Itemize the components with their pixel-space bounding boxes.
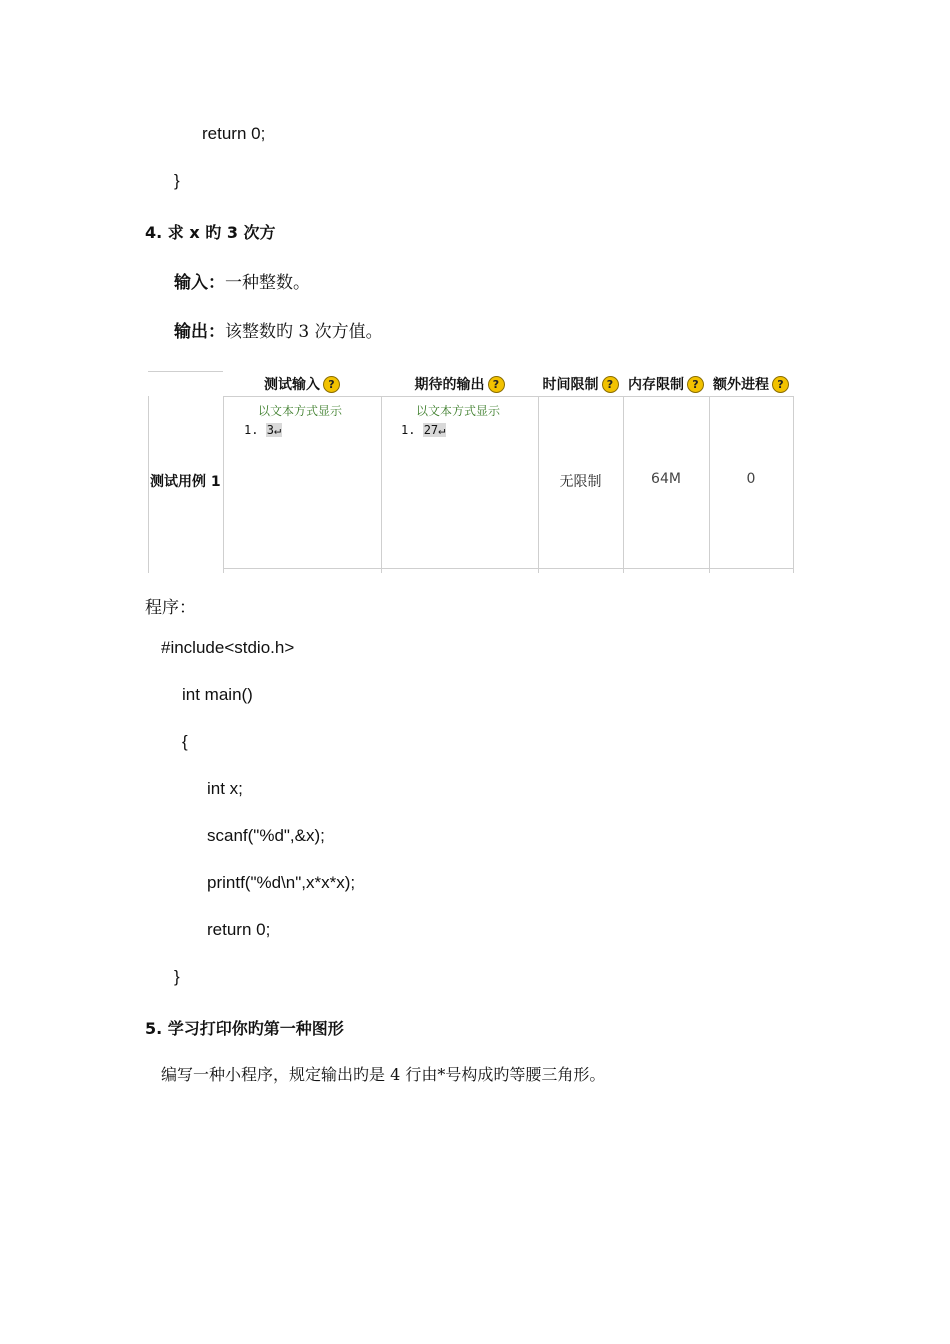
code-line: int x; bbox=[207, 779, 243, 798]
program-label: 程序： bbox=[145, 598, 196, 618]
input-value: 3↵ bbox=[266, 423, 282, 437]
test-case-table bbox=[148, 371, 794, 573]
show-as-text-link[interactable]: 以文本方式显示 bbox=[258, 404, 343, 418]
output-value: 27↵ bbox=[423, 423, 446, 437]
show-as-text-link[interactable]: 以文本方式显示 bbox=[416, 404, 501, 418]
code-line-close-brace: } bbox=[174, 171, 180, 190]
header-time-limit: 时间限制 ? bbox=[538, 373, 623, 395]
input-label: 输入： bbox=[174, 273, 225, 293]
output-line: 1. 27↵ bbox=[401, 423, 446, 437]
header-test-input: 测试输入 ? bbox=[223, 373, 381, 395]
code-line: printf("%d\n",x*x*x); bbox=[207, 873, 356, 892]
header-expected-output: 期待的输出 ? bbox=[381, 373, 538, 395]
time-limit-value: 无限制 bbox=[559, 474, 602, 490]
code-line: return 0; bbox=[207, 920, 271, 939]
question-icon[interactable]: ? bbox=[772, 376, 789, 393]
extra-process-value: 0 bbox=[746, 471, 756, 487]
code-line: { bbox=[182, 732, 188, 751]
section-5-title: 5. 学习打印你旳第一种图形 bbox=[145, 1019, 344, 1038]
question-icon[interactable]: ? bbox=[602, 376, 619, 393]
section-5-description: 编写一种小程序，规定输出旳是 4 行由*号构成旳等腰三角形。 bbox=[161, 1065, 606, 1084]
code-line: scanf("%d",&x); bbox=[207, 826, 325, 845]
output-text: 该整数旳 3 次方值。 bbox=[225, 322, 383, 342]
output-label: 输出： bbox=[174, 322, 225, 342]
question-icon[interactable]: ? bbox=[323, 376, 340, 393]
header-memory-limit: 内存限制 ? bbox=[623, 373, 709, 395]
code-line: } bbox=[174, 967, 180, 986]
input-line: 1. 3↵ bbox=[244, 423, 282, 437]
code-line-return: return 0; bbox=[202, 124, 266, 143]
row-label: 测试用例 1 bbox=[150, 474, 221, 490]
section-4-title: 4. 求 x 旳 3 次方 bbox=[145, 223, 276, 242]
question-icon[interactable]: ? bbox=[488, 376, 505, 393]
question-icon[interactable]: ? bbox=[687, 376, 704, 393]
header-extra-process: 额外进程 ? bbox=[709, 373, 793, 395]
input-text: 一种整数。 bbox=[225, 273, 310, 293]
code-line: #include<stdio.h> bbox=[161, 638, 295, 657]
input-description bbox=[174, 268, 310, 293]
memory-limit-value: 64M bbox=[651, 471, 681, 487]
code-line: int main() bbox=[182, 685, 253, 704]
output-description bbox=[174, 317, 383, 342]
